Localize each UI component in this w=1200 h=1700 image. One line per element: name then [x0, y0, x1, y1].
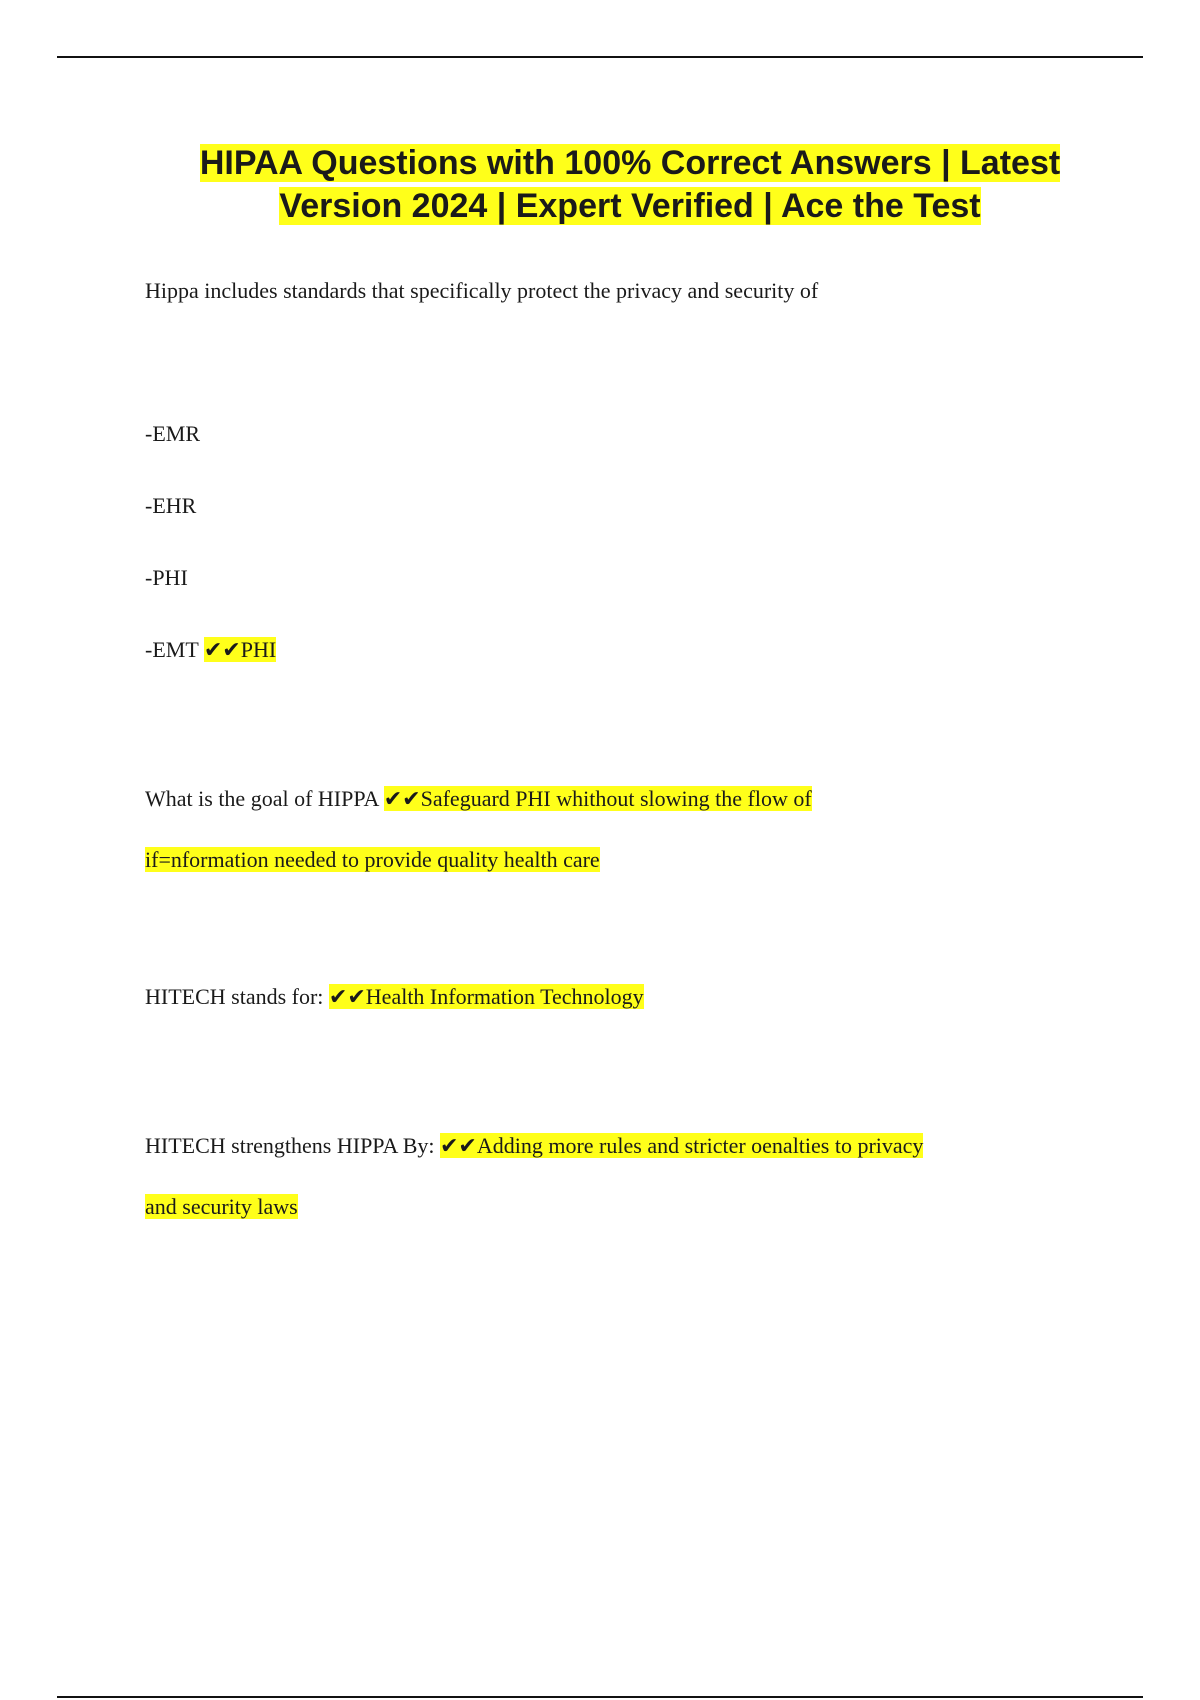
header-rule	[57, 56, 1143, 58]
footer-rule	[57, 1696, 1143, 1698]
option-phi: -PHI	[145, 565, 188, 590]
answer-2-continuation	[145, 846, 600, 874]
option-emt-with-answer	[145, 636, 276, 664]
answer-2-line-1: ✔✔Safeguard PHI whithout slowing the flow of	[383, 786, 812, 811]
option-emt: -EMT	[145, 637, 204, 662]
question-1: Hippa includes standards that specifically protect the privacy and security of	[145, 278, 819, 303]
title-line-2: Version 2024 | Expert Verified | Ace the Test	[279, 187, 981, 225]
question-2: What is the goal of HIPPA	[145, 786, 384, 811]
answer-1: ✔✔PHI	[203, 637, 277, 662]
question-4: HITECH strengthens HIPPA By:	[145, 1133, 440, 1158]
answer-3: ✔✔Health Information Technology	[328, 984, 644, 1009]
answer-4-continuation	[145, 1193, 298, 1221]
question-4-line	[145, 1132, 923, 1160]
answer-4-line-1: ✔✔Adding more rules and stricter oenalties to privacy	[439, 1133, 924, 1158]
question-3: HITECH stands for:	[145, 984, 329, 1009]
question-2-line	[145, 785, 812, 813]
option-emr: -EMR	[145, 421, 200, 446]
option-ehr: -EHR	[145, 493, 197, 518]
page-title	[80, 142, 1180, 228]
answer-2-line-2: if=nformation needed to provide quality health care	[145, 847, 600, 872]
answer-4-line-2: and security laws	[145, 1194, 298, 1219]
title-line-1: HIPAA Questions with 100% Correct Answers | Latest	[199, 144, 1061, 182]
question-3-line	[145, 983, 644, 1011]
